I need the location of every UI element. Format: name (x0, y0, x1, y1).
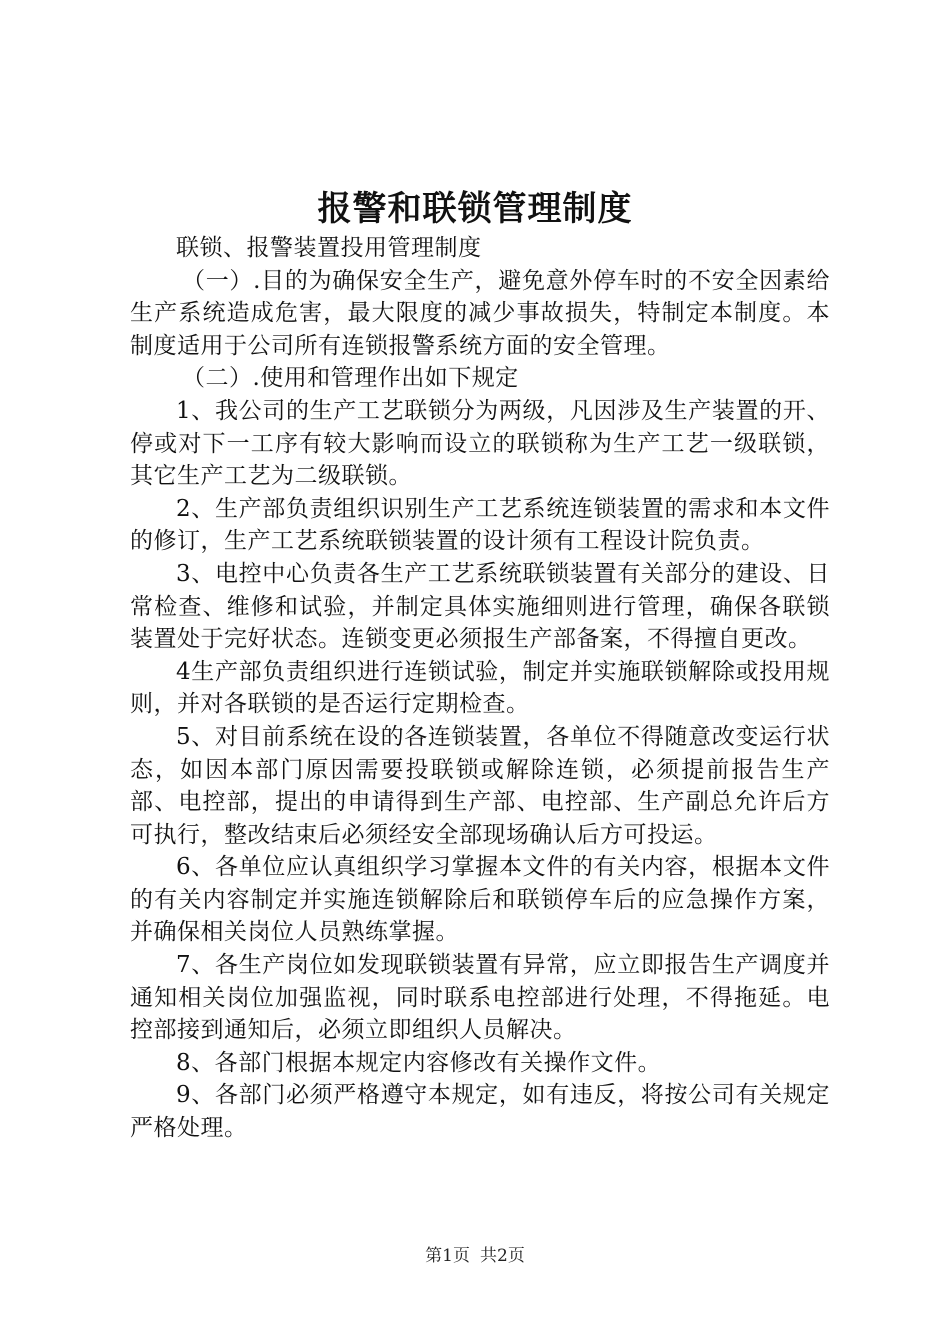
paragraph-rule-7: 7、各生产岗位如发现联锁装置有异常，应立即报告生产调度并通知相关岗位加强监视，同时联系电控部进行处理，不得拖延。电控部接到通知后，必须立即组织人员解决。 (130, 952, 830, 1044)
document-body (130, 232, 830, 1145)
paragraph-rule-4: 4生产部负责组织进行连锁试验，制定并实施联锁解除或投用规则，并对各联锁的是否运行定期检查。 (130, 658, 830, 718)
paragraph-section-2: （二）.使用和管理作出如下规定 (182, 365, 519, 392)
paragraph-rule-6: 6、各单位应认真组织学习掌握本文件的有关内容，根据本文件的有关内容制定并实施连锁解除后和联锁停车后的应急操作方案，并确保相关岗位人员熟练掌握。 (130, 854, 830, 946)
paragraph-rule-3: 3、电控中心负责各生产工艺系统联锁装置有关部分的建设、日常检查、维修和试验，并制定具体实施细则进行管理，确保各联锁装置处于完好状态。连锁变更必须报生产部备案，不得擅自更改。 (130, 560, 830, 653)
paragraph-subtitle: 联锁、报警装置投用管理制度 (176, 235, 482, 261)
paragraph-rule-9: 9、各部门必须严格遵守本规定，如有违反，将按公司有关规定严格处理。 (130, 1082, 830, 1142)
paragraph-rule-5: 5、对目前系统在设的各连锁装置，各单位不得随意改变运行状态，如因本部门原因需要投联锁或解除连锁，必须提前报告生产部、电控部，提出的申请得到生产部、电控部、生产副总允许后方可执行，整改结束后必须经安全部现场确认后方可投运。 (130, 723, 830, 848)
paragraph-rule-8: 8、各部门根据本规定内容修改有关操作文件。 (176, 1049, 662, 1076)
page-number: 第1页 (425, 1246, 470, 1266)
page-footer (0, 1245, 950, 1267)
paragraph-rule-2: 2、生产部负责组织识别生产工艺系统连锁装置的需求和本文件的修订，生产工艺系统联锁装置的设计须有工程设计院负责。 (130, 495, 830, 555)
paragraph-section-1: （一）.目的为确保安全生产，避免意外停车时的不安全因素给生产系统造成危害，最大限度的减少事故损失，特制定本制度。本制度适用于公司所有连锁报警系统方面的安全管理。 (130, 267, 830, 359)
page-total: 共2页 (480, 1246, 525, 1266)
document-title: 报警和联锁管理制度 (317, 189, 633, 229)
paragraph-rule-1: 1、我公司的生产工艺联锁分为两级，凡因涉及生产装置的开、停或对下一工序有较大影响而设立的联锁称为生产工艺一级联锁，其它生产工艺为二级联锁。 (130, 397, 830, 490)
